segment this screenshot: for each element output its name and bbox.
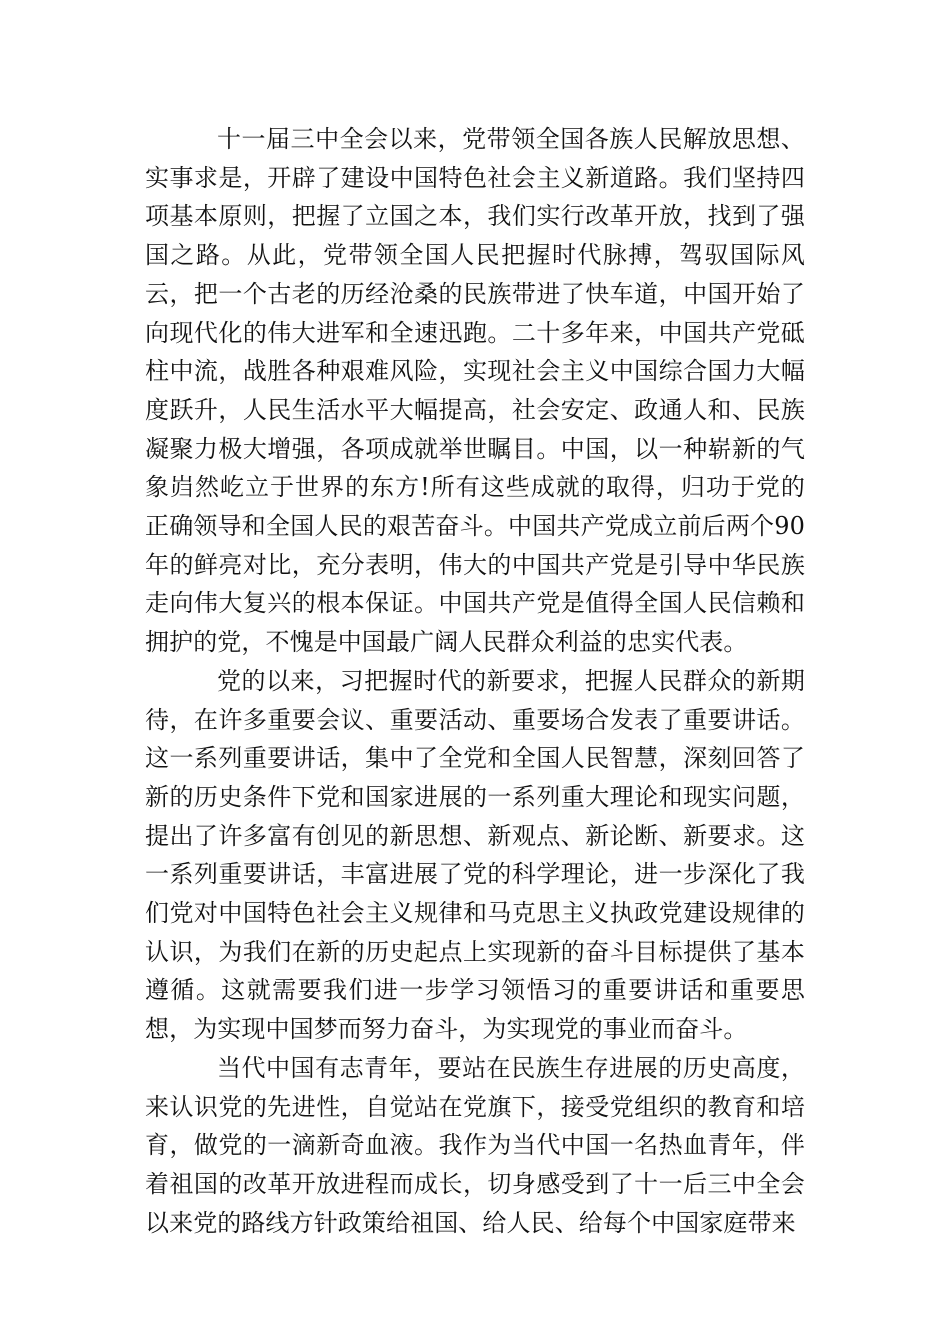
paragraph-3: 当代中国有志青年，要站在民族生存进展的历史高度，来认识党的先进性，自觉站在党旗下，接受党组织的教育和培育，做党的一滴新奇血液。我作为当代中国一名热血青年，伴着祖国的改革开放进程而成长，切身感受到了十一后三中全会以来党的路线方针政策给祖国、给人民、给每个中国家庭带来	[145, 1053, 805, 1237]
paragraph-2: 党的以来，习把握时代的新要求，把握人民群众的新期待，在许多重要会议、重要活动、重要场合发表了重要讲话。这一系列重要讲话，集中了全党和全国人民智慧，深刻回答了新的历史条件下党和国家进展的一系列重大理论和现实问题，提出了许多富有创见的新思想、新观点、新论断、新要求。这一系列重要讲话，丰富进展了党的科学理论，进一步深化了我们党对中国特色社会主义规律和马克思主义执政党建设规律的认识，为我们在新的历史起点上实现新的奋斗目标提供了基本遵循。这就需要我们进一步学习领悟习的重要讲话和重要思想，为实现中国梦而努力奋斗，为实现党的事业而奋斗。	[145, 666, 805, 1044]
paragraph-1: 十一届三中全会以来，党带领全国各族人民解放思想、实事求是，开辟了建设中国特色社会主义新道路。我们坚持四项基本原则，把握了立国之本，我们实行改革开放，找到了强国之路。从此，党带领全国人民把握时代脉搏，驾驭国际风云，把一个古老的历经沧桑的民族带进了快车道，中国开始了向现代化的伟大进军和全速迅跑。二十多年来，中国共产党砥柱中流，战胜各种艰难风险，实现社会主义中国综合国力大幅度跃升，人民生活水平大幅提高，社会安定、政通人和、民族凝聚力极大增强，各项成就举世瞩目。中国，以一种崭新的气象岿然屹立于世界的东方!所有这些成就的取得，归功于党的正确领导和全国人民的艰苦奋斗。中国共产党成立前后两个90年的鲜亮对比，充分表明，伟大的中国共产党是引导中华民族走向伟大复兴的根本保证。中国共产党是值得全国人民信赖和拥护的党，不愧是中国最广阔人民群众利益的忠实代表。	[145, 125, 805, 657]
body-text	[145, 120, 805, 1242]
